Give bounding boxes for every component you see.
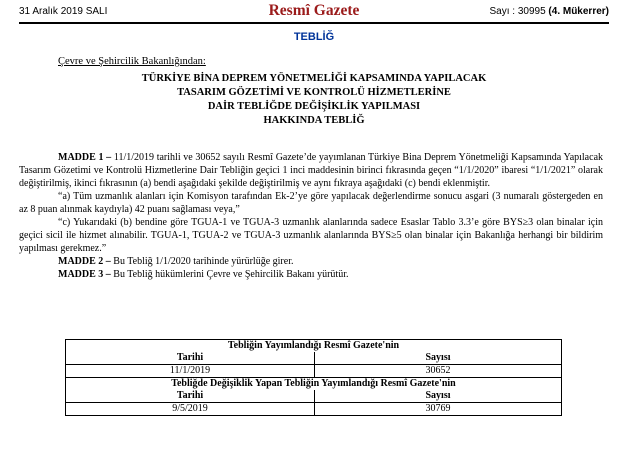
table-cell-number: 30652	[315, 365, 562, 378]
issue-number-label: Sayı : 30995	[489, 6, 546, 17]
table-row	[66, 365, 562, 378]
article-3-text: Bu Tebliğ hükümlerini Çevre ve Şehircilik Bakanı yürütür.	[113, 269, 349, 280]
article-3-head: MADDE 3 –	[58, 269, 111, 280]
ministry-name: Çevre ve Şehircilik Bakanlığından:	[58, 56, 206, 67]
header-divider	[19, 22, 609, 24]
title-line: DAİR TEBLİĞDE DEĞİŞİKLİK YAPILMASI	[207, 101, 421, 112]
article-3	[19, 268, 603, 281]
publication-table	[65, 339, 562, 416]
table-cell-date: 11/1/2019	[66, 365, 315, 378]
table-cell-date: 9/5/2019	[66, 403, 315, 416]
title-line: HAKKINDA TEBLİĞ	[263, 115, 365, 126]
document-title	[0, 72, 628, 128]
section-label: TEBLİĞ	[293, 31, 335, 43]
issue-date: 31 Aralık 2019 SALI	[19, 6, 108, 17]
table-heading-amendments: Tebliğde Değişiklik Yapan Tebliğin Yayımlandığı Resmî Gazete'nin	[66, 378, 562, 391]
article-1-paragraph-a: “a) Tüm uzmanlık alanları için Komisyon tarafından Ek-2’ye göre yapılacak değerlendirme sonucu asgari (3 numaralı göstergeden en az 8 puan alınmak kaydıyla) 42 puanı sağlaması veya,”	[19, 191, 603, 215]
article-2-text: Bu Tebliğ 1/1/2020 tarihinde yürürlüğe girer.	[113, 256, 294, 267]
table-row	[66, 403, 562, 416]
article-1-text: 11/1/2019 tarihli ve 30652 sayılı Resmî Gazete’de yayımlanan Türkiye Bina Deprem Yönetmeliği Kapsamında Yapılacak Tasarım Gözetimi ve Kontrolü Hizmetlerine Dair Tebliğin geçici 1 inci maddesinin birinci fıkrasında geçen “1/1/2020” ibaresi “1/1/2021” olarak değiştirilmiş, ikinci fıkrasının (a) bendi aşağıdaki şekilde değiştirilmiş ve aynı fıkraya aşağıdaki (c) bendi eklenmiştir.	[19, 152, 604, 189]
article-1	[19, 151, 603, 190]
article-1-paragraph-c: “c) Yukarıdaki (b) bendine göre TGUA-1 ve TGUA-3 uzmanlık alanlarında sadece Esaslar Tablo 3.3’e göre BYS≥3 olan binalar için geçici sicil ile hizmet alınabilir. TGUA-1, TGUA-2 ve TGUA-3 uzmanlık alanlarında BYS≥5 olan binalar için Bakanlığa herhangi bir bildirim yapılması gerekmez.”	[19, 217, 603, 254]
title-line: TASARIM GÖZETİMİ VE KONTROLÜ HİZMETLERİNE	[177, 87, 451, 98]
issue-number	[489, 6, 609, 17]
title-line: TÜRKİYE BİNA DEPREM YÖNETMELİĞİ KAPSAMINDA YAPILACAK	[141, 73, 487, 84]
gazette-title-text: Resmî Gazete	[268, 2, 360, 19]
article-2-head: MADDE 2 –	[58, 256, 111, 267]
table-col-number: Sayısı	[315, 352, 562, 365]
article-1-head: MADDE 1 –	[58, 152, 112, 163]
table-col-number: Sayısı	[315, 390, 562, 403]
table-cell-number: 30769	[315, 403, 562, 416]
document-body	[19, 151, 603, 281]
table-col-date: Tarihi	[66, 390, 315, 403]
article-2	[19, 255, 603, 268]
table-col-date: Tarihi	[66, 352, 315, 365]
table-heading-original: Tebliğin Yayımlandığı Resmî Gazete'nin	[66, 340, 562, 353]
issue-extra: (4. Mükerrer)	[548, 6, 609, 17]
